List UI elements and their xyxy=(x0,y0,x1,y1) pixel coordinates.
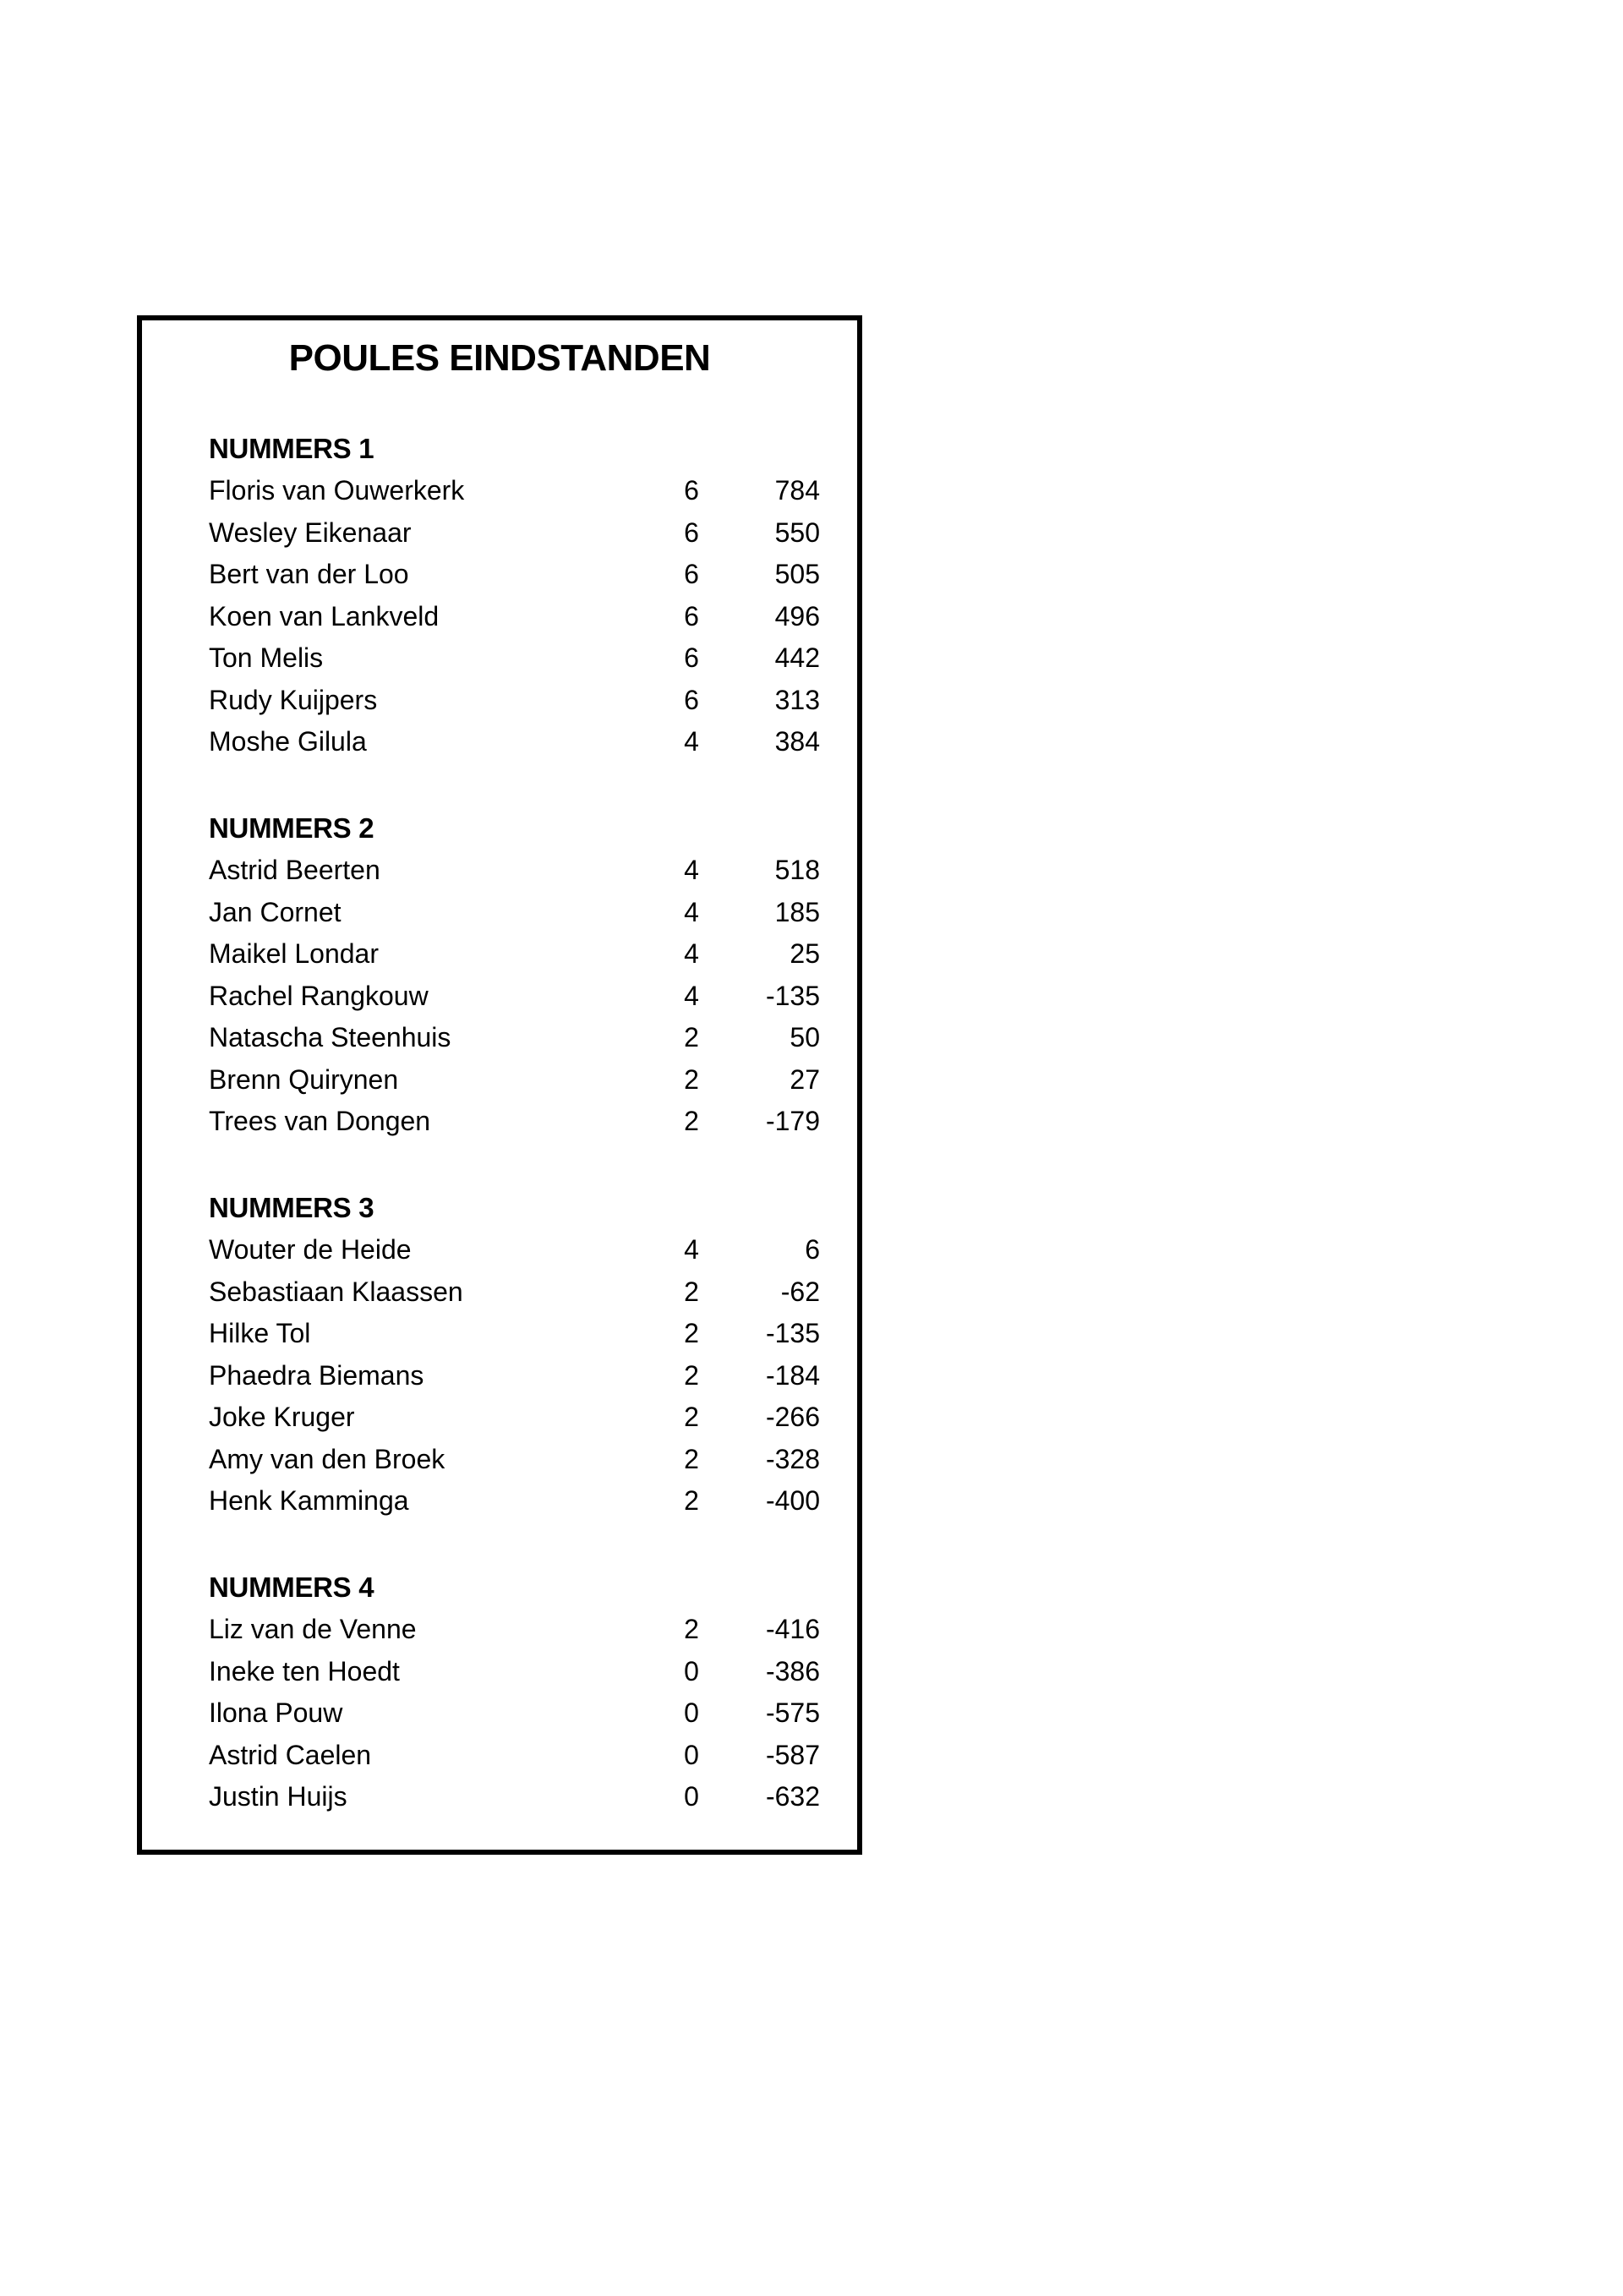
page-title: POULES EINDSTANDEN xyxy=(288,337,711,379)
player-score: -587 xyxy=(765,1739,820,1770)
standings-row xyxy=(142,554,857,596)
standings-row xyxy=(142,933,857,976)
standings-row xyxy=(142,1735,857,1777)
player-score: 505 xyxy=(774,559,820,589)
standings-row xyxy=(142,1313,857,1355)
player-points: 2 xyxy=(684,1485,699,1516)
standings-list xyxy=(142,1229,857,1522)
player-score: 496 xyxy=(774,600,820,631)
player-score: 27 xyxy=(790,1063,820,1095)
player-name: Maikel Londar xyxy=(209,938,379,969)
standings-list xyxy=(142,850,857,1143)
player-name: Astrid Beerten xyxy=(209,855,380,885)
player-points: 4 xyxy=(684,980,699,1011)
player-name: Joke Kruger xyxy=(209,1402,355,1432)
player-points: 6 xyxy=(684,684,699,715)
standings-row xyxy=(142,1059,857,1102)
player-name: Wouter de Heide xyxy=(209,1234,412,1265)
player-score: 442 xyxy=(774,642,820,673)
player-name: Phaedra Biemans xyxy=(209,1359,424,1391)
standings-row xyxy=(142,1229,857,1271)
player-score: -184 xyxy=(765,1359,820,1391)
standings-row xyxy=(142,1439,857,1481)
standings-row xyxy=(142,637,857,680)
standings-row xyxy=(142,1480,857,1522)
player-points: 2 xyxy=(684,1063,699,1095)
group-heading: NUMMERS 4 xyxy=(209,1572,374,1603)
player-points: 0 xyxy=(684,1739,699,1770)
player-score: 25 xyxy=(790,938,820,969)
player-points: 2 xyxy=(684,1318,699,1348)
standings-row xyxy=(142,892,857,934)
player-points: 0 xyxy=(684,1781,699,1812)
player-score: 6 xyxy=(805,1234,820,1265)
player-score: -386 xyxy=(765,1655,820,1686)
standings-row xyxy=(142,470,857,512)
standings-row xyxy=(142,1271,857,1314)
standings-row xyxy=(142,1017,857,1059)
player-score: -266 xyxy=(765,1402,820,1432)
player-name: Koen van Lankveld xyxy=(209,600,440,631)
player-name: Floris van Ouwerkerk xyxy=(209,475,465,506)
standings-row xyxy=(142,976,857,1018)
player-score: -135 xyxy=(765,1318,820,1348)
player-score: 550 xyxy=(774,517,820,548)
standings-row xyxy=(142,596,857,638)
player-points: 6 xyxy=(684,517,699,548)
group-heading: NUMMERS 3 xyxy=(209,1192,374,1223)
player-score: -400 xyxy=(765,1485,820,1516)
player-points: 4 xyxy=(684,726,699,757)
player-name: Hilke Tol xyxy=(209,1318,311,1348)
player-points: 2 xyxy=(684,1614,699,1644)
player-score: -179 xyxy=(765,1106,820,1136)
player-name: Ilona Pouw xyxy=(209,1697,343,1728)
player-name: Rudy Kuijpers xyxy=(209,684,378,715)
player-score: 50 xyxy=(790,1022,820,1052)
standings-row xyxy=(142,1651,857,1693)
player-points: 6 xyxy=(684,559,699,589)
player-score: 185 xyxy=(774,896,820,927)
player-name: Moshe Gilula xyxy=(209,726,367,757)
player-name: Jan Cornet xyxy=(209,896,342,927)
standings-row xyxy=(142,1609,857,1651)
player-name: Justin Huijs xyxy=(209,1781,347,1812)
player-name: Amy van den Broek xyxy=(209,1443,445,1474)
player-name: Natascha Steenhuis xyxy=(209,1022,451,1052)
standings-row xyxy=(142,721,857,763)
standings-row xyxy=(142,1101,857,1143)
standings-row xyxy=(142,512,857,555)
player-name: Bert van der Loo xyxy=(209,559,409,589)
player-points: 2 xyxy=(684,1402,699,1432)
standings-list xyxy=(142,470,857,763)
player-name: Henk Kamminga xyxy=(209,1485,409,1516)
player-name: Astrid Caelen xyxy=(209,1739,372,1770)
player-points: 6 xyxy=(684,642,699,673)
player-score: -135 xyxy=(765,980,820,1011)
player-points: 4 xyxy=(684,1234,699,1265)
standings-box xyxy=(137,315,862,1855)
player-score: 384 xyxy=(774,726,820,757)
player-name: Wesley Eikenaar xyxy=(209,517,412,548)
player-name: Brenn Quirynen xyxy=(209,1063,399,1095)
player-points: 4 xyxy=(684,938,699,969)
player-name: Rachel Rangkouw xyxy=(209,980,429,1011)
player-score: -62 xyxy=(780,1276,820,1307)
standings-row xyxy=(142,680,857,722)
standings-row xyxy=(142,1776,857,1818)
player-score: 518 xyxy=(774,855,820,885)
player-name: Trees van Dongen xyxy=(209,1106,431,1136)
player-points: 6 xyxy=(684,475,699,506)
player-score: -632 xyxy=(765,1781,820,1812)
player-score: 784 xyxy=(774,475,820,506)
player-points: 2 xyxy=(684,1443,699,1474)
player-points: 6 xyxy=(684,600,699,631)
player-points: 2 xyxy=(684,1106,699,1136)
player-name: Ineke ten Hoedt xyxy=(209,1655,400,1686)
standings-row xyxy=(142,1692,857,1735)
player-score: -575 xyxy=(765,1697,820,1728)
player-name: Liz van de Venne xyxy=(209,1614,417,1644)
player-points: 0 xyxy=(684,1655,699,1686)
standings-row xyxy=(142,850,857,892)
standings-row xyxy=(142,1397,857,1439)
player-score: -416 xyxy=(765,1614,820,1644)
player-points: 4 xyxy=(684,896,699,927)
player-name: Ton Melis xyxy=(209,642,324,673)
group-heading: NUMMERS 2 xyxy=(209,812,374,844)
player-points: 2 xyxy=(684,1359,699,1391)
group-heading: NUMMERS 1 xyxy=(209,433,374,464)
player-points: 4 xyxy=(684,855,699,885)
player-score: -328 xyxy=(765,1443,820,1474)
player-name: Sebastiaan Klaassen xyxy=(209,1276,463,1307)
standings-row xyxy=(142,1355,857,1397)
player-score: 313 xyxy=(774,684,820,715)
player-points: 0 xyxy=(684,1697,699,1728)
standings-list xyxy=(142,1609,857,1818)
player-points: 2 xyxy=(684,1022,699,1052)
player-points: 2 xyxy=(684,1276,699,1307)
